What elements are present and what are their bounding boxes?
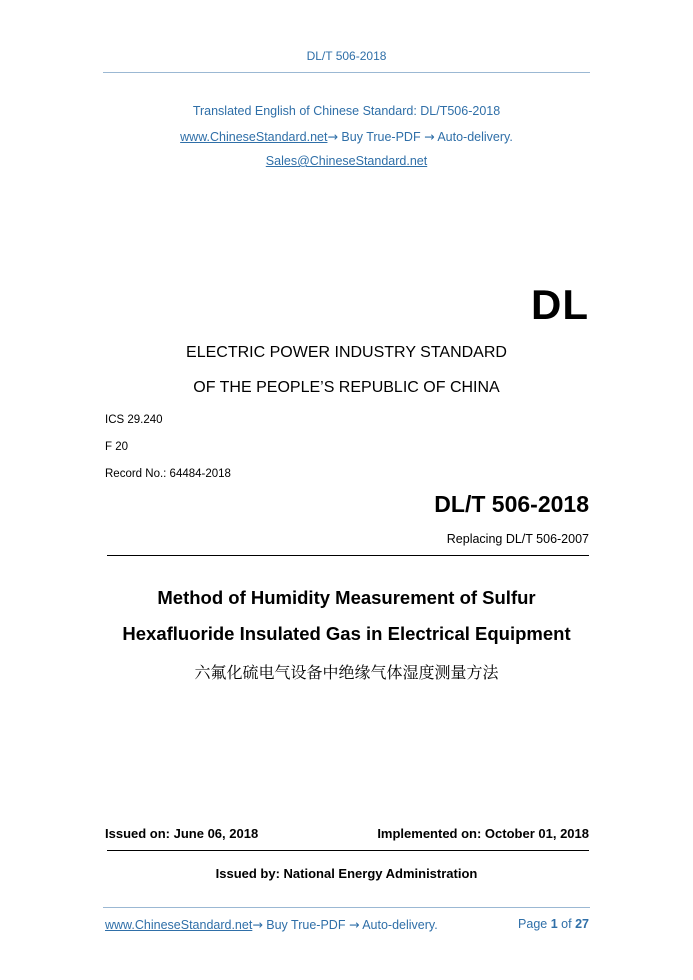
translation-note: Translated English of Chinese Standard: DL/T506-2018 xyxy=(192,104,501,118)
buy-text: Buy True-PDF xyxy=(337,130,425,144)
title-en-line1: Method of Humidity Measurement of Sulfur xyxy=(157,587,536,608)
site-link[interactable]: www.ChineseStandard.net xyxy=(180,130,328,144)
email-link[interactable]: Sales@ChineseStandard.net xyxy=(265,154,428,168)
title-cn: 六氟化硫电气设备中绝缘气体湿度测量方法 xyxy=(194,663,499,682)
footer-promo xyxy=(105,917,438,932)
standard-number: DL/T 506-2018 xyxy=(434,491,589,517)
header-divider xyxy=(103,72,590,73)
title-en-line2: Hexafluoride Insulated Gas in Electrical Equipment xyxy=(122,623,571,644)
running-header: DL/T 506-2018 xyxy=(306,49,387,63)
page-of: of xyxy=(561,917,572,931)
ccs-code: F 20 xyxy=(105,441,129,453)
arrow-right-icon: → xyxy=(424,129,435,144)
ics-code: ICS 29.240 xyxy=(105,414,163,426)
title-divider xyxy=(107,555,589,556)
dates-divider xyxy=(107,850,589,851)
arrow-right-icon: → xyxy=(348,917,360,932)
email-line xyxy=(0,154,693,168)
footer-site-link[interactable]: www.ChineseStandard.net xyxy=(105,918,253,932)
promo-line xyxy=(0,129,693,144)
footer-delivery-text: Auto-delivery. xyxy=(359,918,438,932)
standard-type-line2: OF THE PEOPLE’S REPUBLIC OF CHINA xyxy=(193,379,500,396)
standard-type-line1: ELECTRIC POWER INDUSTRY STANDARD xyxy=(186,344,507,361)
page-label: Page xyxy=(518,917,548,931)
arrow-right-icon: → xyxy=(327,129,338,144)
page-current: 1 xyxy=(550,917,558,931)
implemented-date: Implemented on: October 01, 2018 xyxy=(377,826,589,841)
issued-date: Issued on: June 06, 2018 xyxy=(105,826,259,841)
standard-mark: DL xyxy=(531,281,589,328)
delivery-text: Auto-delivery. xyxy=(434,130,513,144)
record-number: Record No.: 64484-2018 xyxy=(105,468,231,480)
page-indicator xyxy=(518,917,589,931)
page-total: 27 xyxy=(575,917,589,931)
footer-buy-text: Buy True-PDF xyxy=(262,918,349,932)
footer-divider xyxy=(103,907,590,908)
issuer: Issued by: National Energy Administration xyxy=(215,866,478,881)
arrow-right-icon: → xyxy=(252,917,263,932)
replacing-note: Replacing DL/T 506-2007 xyxy=(446,532,589,546)
